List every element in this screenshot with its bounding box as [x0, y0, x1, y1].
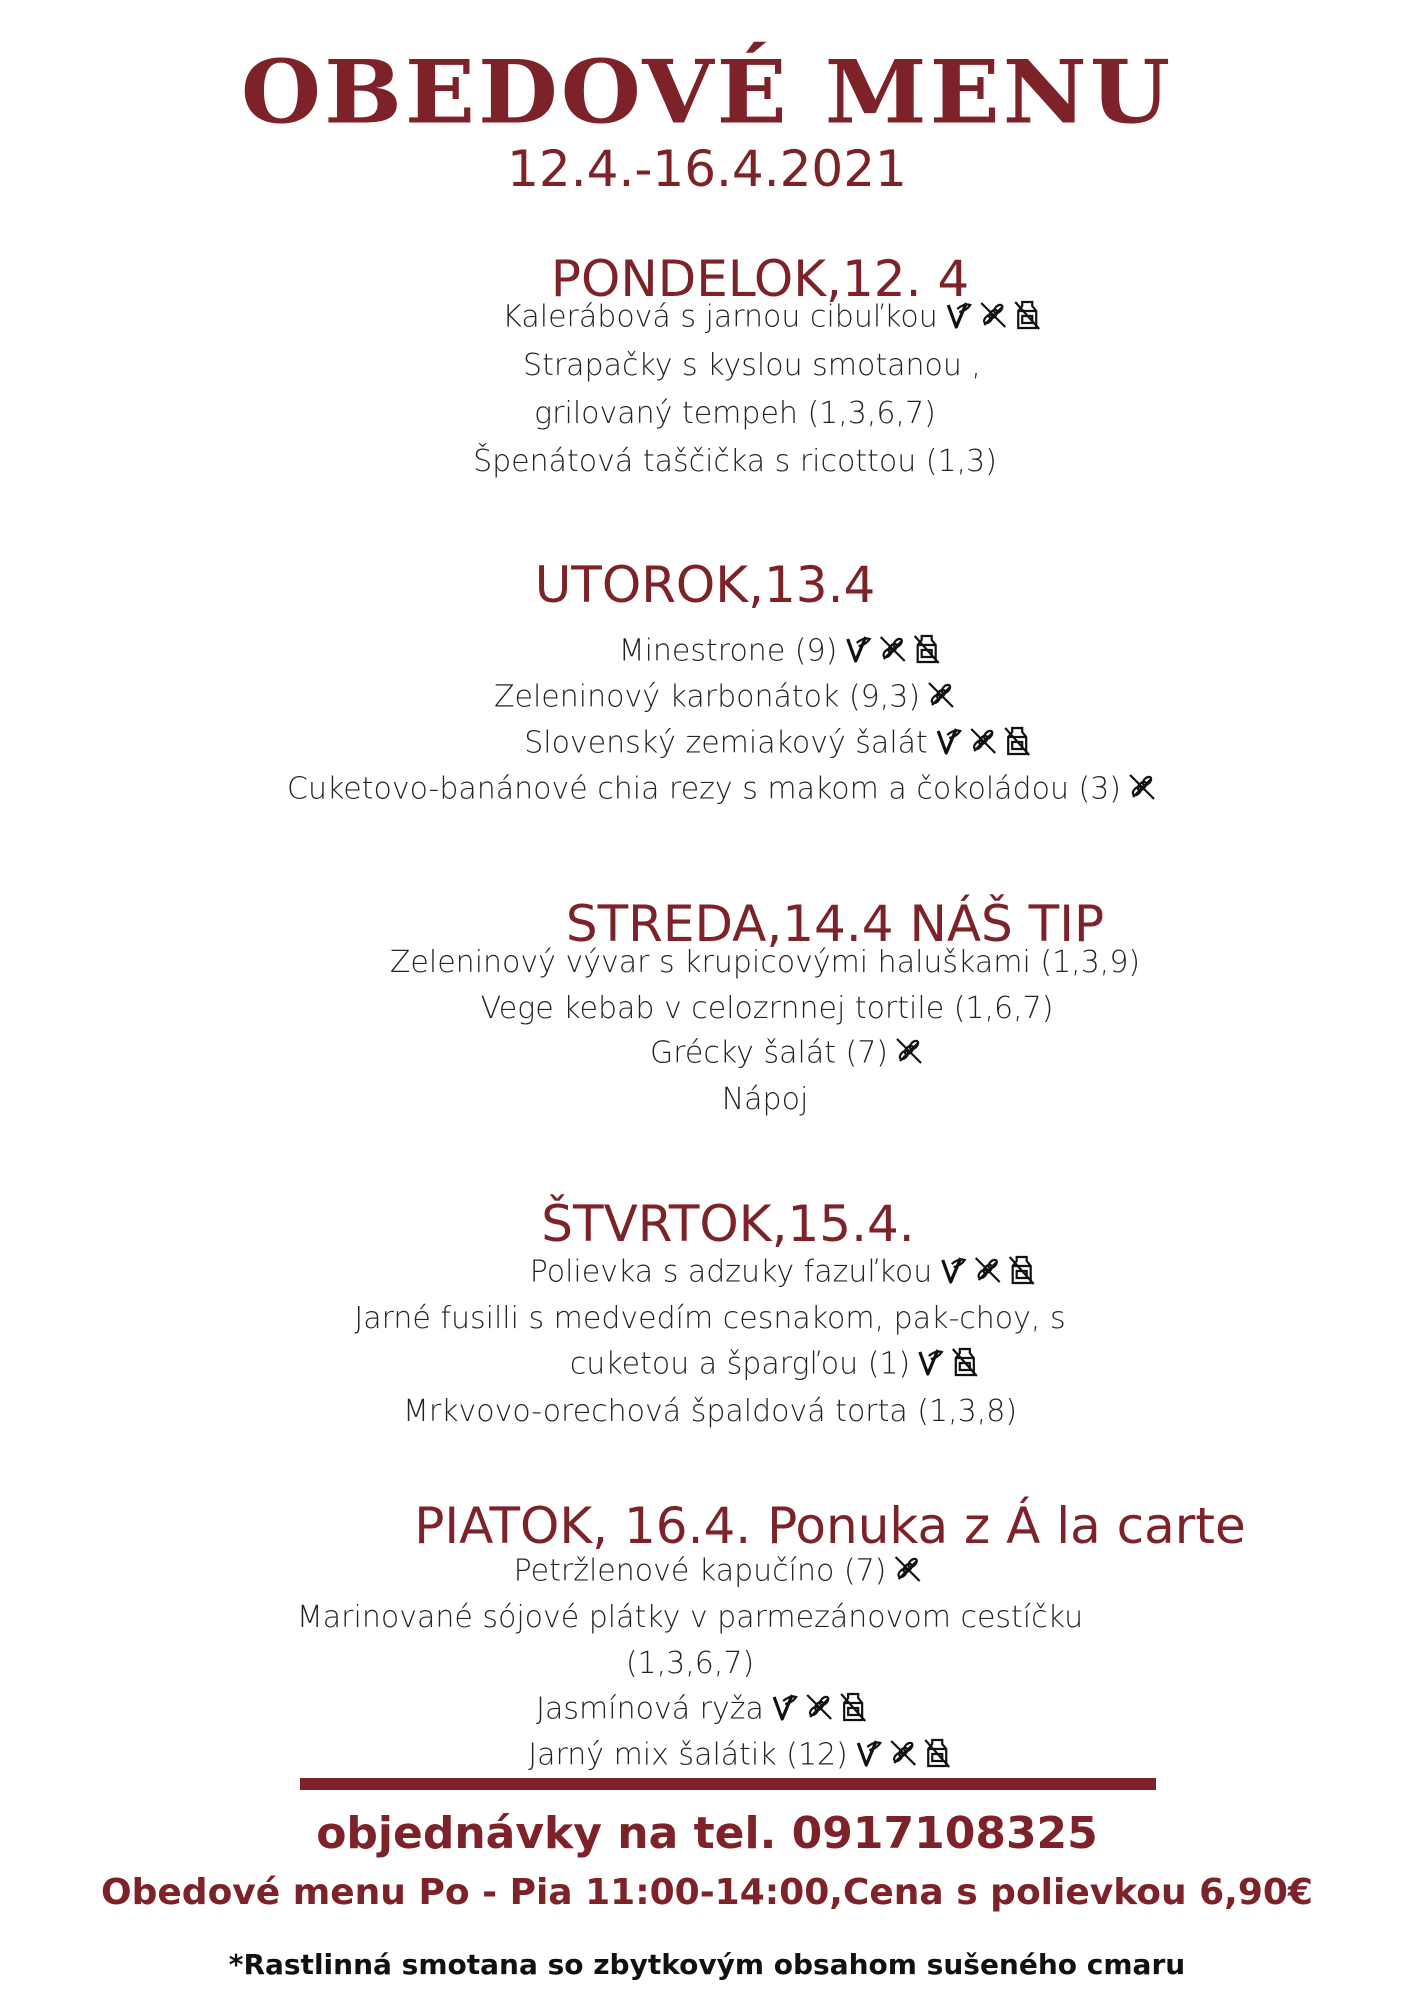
menu-item-text: Vege kebab v celozrnnej tortile (1,6,7): [480, 991, 1054, 1026]
menu-item-text: (1,3,6,7): [625, 1646, 755, 1681]
vegan-icon: [854, 1737, 884, 1775]
menu-item: [402, 1394, 1018, 1429]
date-range: 12.4.-16.4.2021: [507, 140, 907, 198]
menu-item: [524, 725, 1032, 763]
day-heading: PIATOK, 16.4. Ponuka z Á la carte: [414, 1497, 1246, 1555]
day-heading: UTOROK,13.4: [534, 556, 876, 614]
dairy-free-icon: [1012, 299, 1042, 337]
gluten-free-icon: [894, 1035, 924, 1073]
menu-item-text: Slovenský zemiakový šalát: [524, 725, 928, 761]
menu-item: [494, 679, 956, 717]
dairy-free-icon: [911, 633, 941, 671]
dietary-icons: [916, 1346, 980, 1384]
gluten-free-icon: [1127, 771, 1157, 809]
footnote: *Rastlinná smotana so zbytkovým obsahom sušeného cmaru: [228, 1948, 1186, 1981]
dietary-icons: [894, 1035, 924, 1073]
menu-item-text: Zeleninový vývar s krupicovými haluškami (1,3,9): [389, 945, 1141, 980]
menu-item-text: Marinované sójové plátky v parmezánovom cestíčku: [296, 1600, 1084, 1635]
menu-item: [473, 444, 997, 479]
vegan-icon: [770, 1691, 800, 1729]
menu-item-text: Mrkvovo-orechová špaldová torta (1,3,8): [402, 1394, 1018, 1429]
gluten-free-icon: [892, 1553, 922, 1591]
dietary-icons: [926, 679, 956, 717]
menu-item: [528, 1737, 952, 1775]
menu-item-text: cuketou a špargľou (1): [569, 1346, 911, 1382]
menu-item: [502, 299, 1042, 337]
vegan-icon: [944, 299, 974, 337]
gluten-free-icon: [804, 1691, 834, 1729]
menu-item-text: grilovaný tempeh (1,3,6,7): [534, 396, 936, 431]
vegan-icon: [934, 725, 964, 763]
menu-item-text: Zeleninový karbonátok (9,3): [493, 679, 921, 715]
menu-item-text: Petržlenové kapučíno (7): [513, 1553, 887, 1589]
gluten-free-icon: [978, 299, 1008, 337]
menu-item: [625, 1646, 755, 1681]
gluten-free-icon: [972, 1254, 1002, 1292]
dietary-icons: [843, 633, 941, 671]
dietary-icons: [934, 725, 1032, 763]
menu-item: [354, 1301, 1066, 1336]
menu-item-text: Minestrone (9): [618, 633, 838, 669]
menu-item: [570, 1346, 980, 1384]
day-heading: ŠTVRTOK,15.4.: [541, 1195, 915, 1253]
gluten-free-icon: [888, 1737, 918, 1775]
menu-item: [287, 771, 1157, 809]
day-heading: STREDA,14.4 NÁŠ TIP: [565, 895, 1105, 953]
gluten-free-icon: [926, 679, 956, 717]
menu-item: [523, 348, 981, 383]
dietary-icons: [944, 299, 1042, 337]
gluten-free-icon: [968, 725, 998, 763]
menu-item-text: Strapačky s kyslou smotanou ,: [523, 348, 981, 383]
dietary-icons: [892, 1553, 922, 1591]
menu-item-text: Grécky šalát (7): [650, 1035, 888, 1071]
vegan-icon: [843, 633, 873, 671]
dairy-free-icon: [1006, 1254, 1036, 1292]
menu-item: [530, 1254, 1037, 1292]
menu-item-text: Jasmínová ryža: [536, 1691, 764, 1727]
divider: [300, 1778, 1156, 1790]
menu-item-text: Nápoj: [721, 1082, 809, 1117]
menu-item: [514, 1553, 923, 1591]
gluten-free-icon: [877, 633, 907, 671]
menu-item-text: Jarný mix šalátik (12): [528, 1737, 848, 1773]
menu-item-text: Cuketovo-banánové chia rezy s makom a čokoládou (3): [287, 771, 1121, 807]
vegan-icon: [916, 1346, 946, 1384]
menu-item: [536, 1691, 868, 1729]
dairy-free-icon: [922, 1737, 952, 1775]
menu-item: [480, 991, 1054, 1026]
vegan-icon: [938, 1254, 968, 1292]
menu-item: [389, 945, 1141, 980]
dairy-free-icon: [950, 1346, 980, 1384]
opening-hours-price: Obedové menu Po - Pia 11:00-14:00,Cena s polievkou 6,90€: [101, 1872, 1313, 1913]
dairy-free-icon: [838, 1691, 868, 1729]
dietary-icons: [770, 1691, 868, 1729]
day-heading: PONDELOK,12. 4: [550, 250, 970, 308]
menu-item-text: Jarné fusilli s medvedím cesnakom, pak-choy, s: [354, 1301, 1066, 1336]
menu-item-text: Kalerábová s jarnou cibuľkou: [502, 299, 938, 335]
menu-item-text: Špenátová taščička s ricottou (1,3): [473, 444, 997, 479]
menu-item: [721, 1082, 809, 1117]
menu-item-text: Polievka s adzuky fazuľkou: [529, 1254, 933, 1290]
menu-item: [650, 1035, 924, 1073]
menu-item: [534, 396, 936, 431]
menu-item: [296, 1600, 1084, 1635]
dietary-icons: [1127, 771, 1157, 809]
order-phone: objednávky na tel. 0917108325: [316, 1808, 1098, 1859]
dietary-icons: [854, 1737, 952, 1775]
dietary-icons: [938, 1254, 1036, 1292]
dairy-free-icon: [1002, 725, 1032, 763]
menu-item: [619, 633, 942, 671]
menu-title: OBEDOVÉ MENU: [240, 40, 1174, 144]
